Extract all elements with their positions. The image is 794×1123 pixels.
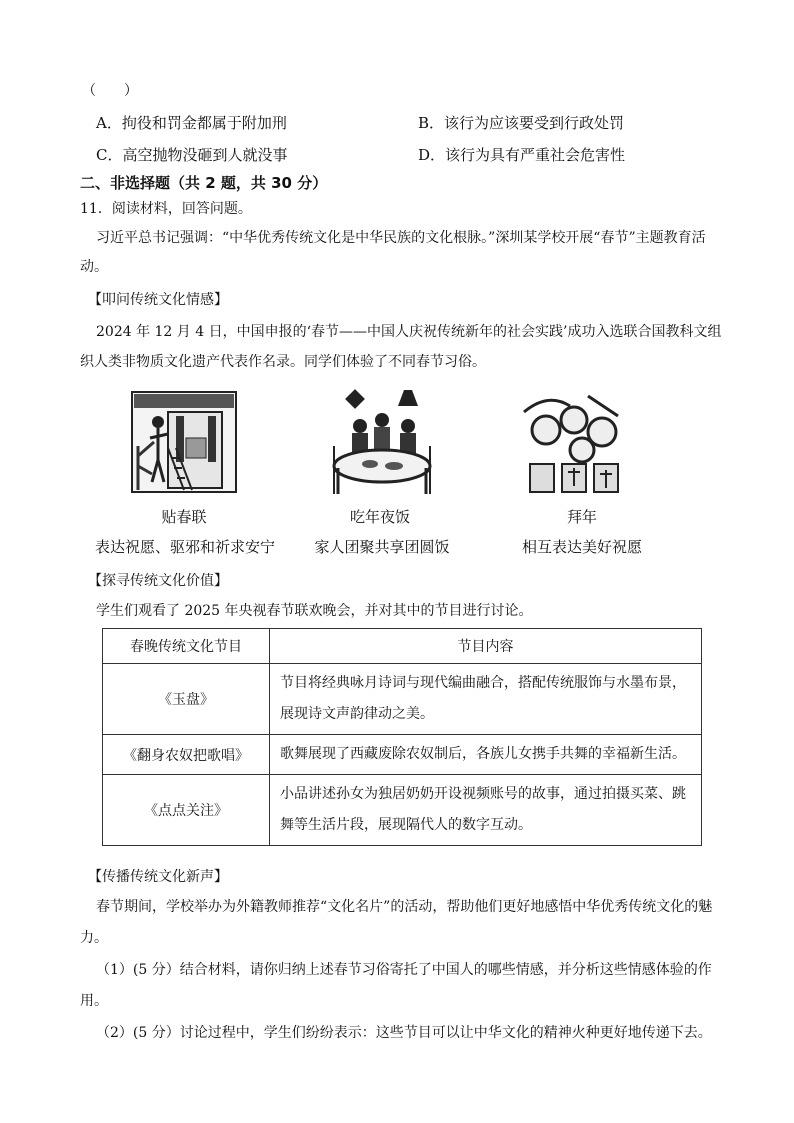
part-3-line-1: 春节期间，学校举办为外籍教师推荐“文化名片”的活动，帮助他们更好地感悟中华优秀传统文化的魅 xyxy=(96,899,713,915)
section-2-heading: 二、非选择题（共 2 题，共 30 分） xyxy=(80,174,328,192)
question-11-stem: 11．阅读材料，回答问题。 xyxy=(80,201,252,217)
table-header-row xyxy=(103,629,702,664)
part-3-title: 【传播传统文化新声】 xyxy=(88,869,228,885)
intro-line-1: 习近平总书记强调：“中华优秀传统文化是中华民族的文化根脉。”深圳某学校开展“春节”主题教育活 xyxy=(96,230,706,246)
table-row xyxy=(103,735,702,775)
custom-1-desc: 表达祝愿、驱邪和祈求安宁 xyxy=(94,538,275,556)
part-2-title: 【探寻传统文化价值】 xyxy=(88,573,228,589)
couplets-image xyxy=(128,386,240,498)
sub-question-2-line-1: （2）(5 分）讨论过程中，学生们纷纷表示：这些节目可以让中华文化的精神火种更好地传递下去。 xyxy=(96,1025,712,1041)
option-c: C．高空抛物没砸到人就没事 xyxy=(96,146,288,164)
part-1-line-1: 2024 年 12 月 4 日，中国申报的‘春节——中国人庆祝传统新年的社会实践’成功入选联合国教科文组 xyxy=(96,324,722,340)
reunion-dinner-image xyxy=(324,386,436,498)
program-name: 《点点关注》 xyxy=(103,775,270,846)
option-a: A．拘役和罚金都属于附加刑 xyxy=(96,114,287,132)
table-header-content: 节目内容 xyxy=(270,629,702,664)
option-d: D．该行为具有严重社会危害性 xyxy=(418,146,626,164)
part-3-line-2: 力。 xyxy=(80,930,108,946)
sub-question-1-line-2: 用。 xyxy=(80,993,108,1009)
program-name: 《翻身农奴把歌唱》 xyxy=(103,735,270,775)
sub-question-1-line-1: （1）(5 分）结合材料，请你归纳上述春节习俗寄托了中国人的哪些情感，并分析这些情感体验的作 xyxy=(96,962,712,978)
intro-line-2: 动。 xyxy=(80,259,108,275)
part-1-title: 【叩问传统文化情感】 xyxy=(88,292,228,308)
program-content: 小品讲述孙女为独居奶奶开设视频账号的故事，通过拍摄买菜、跳舞等生活片段，展现隔代人的数字互动。 xyxy=(270,775,702,846)
program-content: 歌舞展现了西藏废除农奴制后，各族儿女携手共舞的幸福新生活。 xyxy=(270,735,702,775)
custom-3-desc: 相互表达美好祝愿 xyxy=(521,538,642,556)
custom-2-desc: 家人团聚共享团圆饭 xyxy=(314,538,450,556)
part-1-line-2: 织人类非物质文化遗产代表作名录。同学们体验了不同春节习俗。 xyxy=(80,354,486,370)
table-row xyxy=(103,664,702,735)
question-10-paren: （ ） xyxy=(82,83,138,99)
programs-table xyxy=(102,628,702,846)
option-b: B．该行为应该要受到行政处罚 xyxy=(418,114,625,132)
table-header-program: 春晚传统文化节目 xyxy=(103,629,270,664)
program-content: 节目将经典咏月诗词与现代编曲融合，搭配传统服饰与水墨布景，展现诗文声韵律动之美。 xyxy=(270,664,702,735)
custom-2-name: 吃年夜饭 xyxy=(349,508,410,526)
custom-1-name: 贴春联 xyxy=(161,508,207,526)
custom-3-name: 拜年 xyxy=(566,508,597,526)
table-row xyxy=(103,775,702,846)
program-name: 《玉盘》 xyxy=(103,664,270,735)
new-year-greeting-image xyxy=(518,386,630,498)
part-2-line: 学生们观看了 2025 年央视春节联欢晚会，并对其中的节目进行讨论。 xyxy=(96,603,533,619)
